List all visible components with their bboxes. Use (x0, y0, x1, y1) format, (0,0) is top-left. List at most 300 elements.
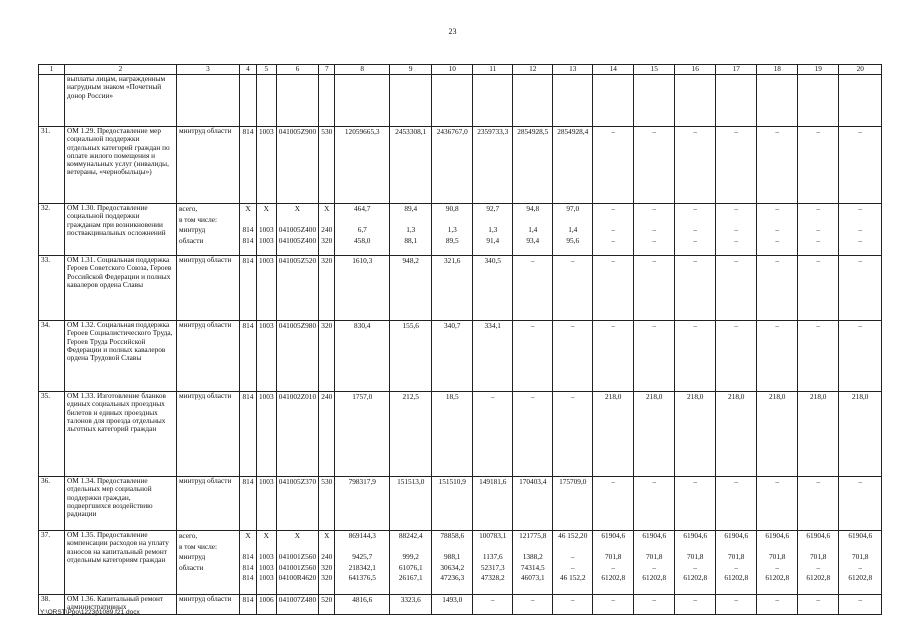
row-description: выплаты лицам, награжденным нагрудным знаком «Почетный донор России» (65, 75, 177, 127)
value-cell (390, 127, 432, 204)
cell-line: 1003 (259, 256, 274, 265)
cell-line: – (734, 256, 739, 265)
cell-line (800, 215, 836, 226)
value-cell (839, 204, 882, 256)
cell-line: – (570, 256, 575, 265)
value-cell (634, 392, 675, 477)
cell-line: 334,1 (484, 321, 501, 330)
cell-line (595, 215, 631, 226)
value-cell (553, 256, 593, 321)
cell-line: – (775, 127, 780, 136)
value-cell (240, 256, 257, 321)
value-cell (716, 531, 757, 595)
value-cell (473, 531, 513, 595)
value-cell (593, 75, 634, 127)
cell-line: – (734, 321, 739, 330)
value-cell (593, 256, 634, 321)
cell-line: 218,0 (810, 392, 827, 401)
cell-line: 04100R4620 (278, 573, 317, 582)
row-description: ОМ 1.35. Предоставление компенсации расходов на уплату взносов на капитальный ремонт отдельным категориям граждан (65, 531, 177, 595)
value-cell (276, 204, 319, 256)
cell-line (242, 215, 254, 226)
cell-line: 61904,6 (683, 531, 708, 540)
cell-line: 61076,1 (398, 562, 423, 572)
value-cell (390, 321, 432, 392)
cell-line: – (775, 477, 780, 486)
cell-line: – (530, 321, 535, 330)
cell-line: 041005Z400 (278, 225, 317, 234)
cell-line: 1,3 (488, 225, 498, 234)
cell-line: 218,0 (852, 392, 869, 401)
column-number: 9 (390, 65, 432, 75)
cell-line: 530 (321, 477, 333, 486)
cell-line (515, 75, 550, 86)
cell-line: 1003 (259, 127, 274, 136)
value-cell (276, 531, 319, 595)
value-cell (390, 204, 432, 256)
row-number (39, 75, 65, 127)
cell-line: 218,0 (605, 392, 622, 401)
value-cell (473, 75, 513, 127)
cell-line: 320 (321, 321, 333, 330)
value-cell (716, 321, 757, 392)
cell-line: 999,2 (402, 552, 419, 561)
cell-line (242, 75, 254, 86)
cell-line (279, 542, 317, 553)
cell-line (279, 75, 317, 86)
value-cell (240, 75, 257, 127)
column-number: 6 (276, 65, 319, 75)
cell-line (279, 215, 317, 226)
cell-line: 814 (242, 321, 254, 330)
cell-line: – (775, 595, 780, 604)
cell-line: 814 (242, 256, 254, 265)
cell-line (759, 75, 795, 86)
value-cell (257, 75, 277, 127)
column-number: 16 (675, 65, 716, 75)
value-cell (798, 531, 839, 595)
cell-line: – (652, 595, 657, 604)
value-cell (839, 595, 882, 615)
column-number: 13 (553, 65, 593, 75)
cell-line: 2436767,0 (436, 127, 468, 136)
value-cell (757, 127, 798, 204)
cell-line (555, 542, 590, 553)
value-cell (716, 595, 757, 615)
cell-line: 170403,4 (519, 477, 547, 486)
column-number: 10 (432, 65, 473, 75)
cell-line: 61904,6 (642, 531, 667, 540)
value-cell (335, 75, 390, 127)
cell-line (759, 542, 795, 553)
cell-line: – (570, 595, 575, 604)
value-cell (798, 477, 839, 531)
cell-line (636, 215, 672, 226)
cell-line: 320 (321, 562, 333, 572)
cell-line: 3323,6 (400, 595, 421, 604)
cell-line: 61202,8 (848, 573, 873, 582)
value-cell (432, 127, 473, 204)
cell-line (475, 75, 510, 86)
table-row (39, 477, 882, 531)
cell-line: 458,0 (354, 235, 371, 245)
value-cell (839, 256, 882, 321)
cell-line: 88242,4 (398, 531, 423, 540)
cell-line: 89,4 (404, 204, 418, 213)
value-cell (634, 75, 675, 127)
cell-line: – (816, 256, 821, 265)
value-cell (553, 531, 593, 595)
row-number: 35. (39, 392, 65, 477)
cell-line: – (775, 321, 780, 330)
cell-line: 320 (321, 235, 333, 245)
cell-line: 218,0 (646, 392, 663, 401)
cell-line: – (858, 235, 863, 245)
value-cell (473, 392, 513, 477)
cell-line: 1388,2 (522, 552, 543, 561)
cell-line: – (611, 477, 616, 486)
cell-line: 1,3 (406, 225, 416, 234)
cell-line: – (652, 321, 657, 330)
value-cell (432, 204, 473, 256)
cell-line: – (734, 225, 739, 234)
cell-line: 89,5 (445, 235, 459, 245)
cell-line: 46 152,20 (558, 531, 588, 540)
cell-line: 041005Z370 (278, 477, 317, 486)
cell-line: – (693, 256, 698, 265)
cell-line: – (490, 392, 495, 401)
value-cell (257, 127, 277, 204)
cell-line: 240 (321, 392, 333, 401)
cell-line: 61202,8 (724, 573, 749, 582)
cell-line: – (858, 477, 863, 486)
value-cell (553, 477, 593, 531)
file-path-footer: Y:\ORST\Ppo\1223p1089.f21.docx (40, 609, 140, 616)
value-cell (798, 256, 839, 321)
value-cell (553, 127, 593, 204)
cell-line: 61202,8 (765, 573, 790, 582)
value-cell (757, 321, 798, 392)
cell-line: – (570, 562, 575, 572)
budget-table (38, 64, 882, 615)
cell-line: 46073,1 (520, 573, 545, 582)
cell-line: 1003 (259, 225, 274, 234)
cell-line: 701,8 (728, 552, 745, 561)
cell-line: – (611, 321, 616, 330)
cell-line: 1003 (259, 573, 274, 582)
cell-line: 701,8 (646, 552, 663, 561)
cell-line: 61904,6 (601, 531, 626, 540)
cell-line: 218,0 (728, 392, 745, 401)
row-number: 34. (39, 321, 65, 392)
cell-line: X (245, 204, 251, 213)
value-cell (432, 531, 473, 595)
cell-line: 61904,6 (724, 531, 749, 540)
cell-line (337, 75, 387, 86)
cell-line: – (734, 562, 739, 572)
value-cell (335, 321, 390, 392)
cell-line: 701,8 (810, 552, 827, 561)
row-description: ОМ 1.32. Социальная поддержка Героев Социалистического Труда, Героев Труда Российской Федерации и полных кавалеров ордена Трудовой Славы (65, 321, 177, 392)
value-cell (634, 204, 675, 256)
column-number: 20 (839, 65, 882, 75)
column-number: 3 (177, 65, 240, 75)
column-number: 19 (798, 65, 839, 75)
cell-line: 94,8 (526, 204, 540, 213)
cell-line: – (858, 256, 863, 265)
value-cell (257, 392, 277, 477)
cell-line: 1003 (259, 392, 274, 401)
cell-line: – (652, 256, 657, 265)
value-cell (319, 204, 335, 256)
value-cell (675, 127, 716, 204)
value-cell (240, 392, 257, 477)
cell-line: – (693, 225, 698, 234)
cell-line: области (179, 235, 204, 245)
cell-line: 52317,3 (480, 562, 505, 572)
value-cell (716, 477, 757, 531)
value-cell (240, 127, 257, 204)
value-cell (319, 321, 335, 392)
cell-line: – (652, 235, 657, 245)
cell-line: 90,8 (445, 204, 459, 213)
cell-line: в том числе: (179, 214, 218, 224)
table-row (39, 127, 882, 204)
executor-cell (177, 204, 240, 256)
cell-line: – (734, 235, 739, 245)
cell-line: всего, (179, 531, 198, 540)
value-cell (634, 531, 675, 595)
cell-line: – (490, 595, 495, 604)
value-cell (675, 75, 716, 127)
cell-line: 340,5 (484, 256, 501, 265)
value-cell (513, 204, 553, 256)
cell-line: 121775,8 (519, 531, 547, 540)
cell-line (179, 573, 237, 584)
value-cell (839, 392, 882, 477)
value-cell (675, 531, 716, 595)
cell-line: X (294, 531, 301, 540)
cell-line: – (858, 562, 863, 572)
value-cell (390, 75, 432, 127)
cell-line: 61904,6 (848, 531, 873, 540)
value-cell (634, 256, 675, 321)
value-cell (757, 256, 798, 321)
cell-line: 464,7 (354, 204, 371, 213)
cell-line: – (734, 127, 739, 136)
cell-line (321, 215, 332, 226)
cell-line: – (775, 225, 780, 234)
cell-line: 95,6 (566, 235, 580, 245)
table-row (39, 75, 882, 127)
cell-line (841, 75, 879, 86)
cell-line: – (652, 477, 657, 486)
value-cell (335, 392, 390, 477)
cell-line: 218,0 (769, 392, 786, 401)
value-cell (634, 321, 675, 392)
value-cell (513, 392, 553, 477)
value-cell (757, 477, 798, 531)
cell-line: – (858, 225, 863, 234)
value-cell (335, 204, 390, 256)
value-cell (390, 256, 432, 321)
row-description: ОМ 1.29. Предоставление мер социальной поддержки отдельных категорий граждан по оплате жилого помещения и коммунальных услуг (инвалиды, ветераны, «чернобыльцы») (65, 127, 177, 204)
value-cell (839, 75, 882, 127)
cell-line (259, 215, 274, 226)
cell-line: – (652, 225, 657, 234)
value-cell (675, 477, 716, 531)
value-cell (276, 392, 319, 477)
cell-line: – (570, 552, 575, 561)
executor-cell: минтруд области (177, 127, 240, 204)
cell-line: 041007Z480 (278, 595, 317, 604)
value-cell (319, 477, 335, 531)
cell-line: 2453308,1 (395, 127, 427, 136)
value-cell (276, 321, 319, 392)
value-cell (839, 477, 882, 531)
value-cell (757, 595, 798, 615)
cell-line: – (775, 256, 780, 265)
value-cell (240, 595, 257, 615)
table-row (39, 204, 882, 256)
cell-line: 041005Z520 (278, 256, 317, 265)
value-cell (335, 127, 390, 204)
value-cell (757, 204, 798, 256)
cell-line: – (530, 595, 535, 604)
cell-line: – (570, 392, 575, 401)
cell-line: всего, (179, 204, 198, 213)
cell-line: 61202,8 (683, 573, 708, 582)
cell-line: 78858,6 (440, 531, 465, 540)
value-cell (513, 595, 553, 615)
row-number: 38. (39, 595, 65, 615)
cell-line: – (570, 321, 575, 330)
cell-line: 61202,8 (601, 573, 626, 582)
value-cell (240, 531, 257, 595)
cell-line: 26167,1 (398, 573, 423, 582)
value-cell (335, 256, 390, 321)
column-number: 14 (593, 65, 634, 75)
cell-line (321, 542, 332, 553)
value-cell (798, 75, 839, 127)
value-cell (675, 321, 716, 392)
cell-line: 2359733,3 (477, 127, 509, 136)
cell-line: 47328,2 (480, 573, 505, 582)
cell-line: 61904,6 (765, 531, 790, 540)
row-number: 37. (39, 531, 65, 595)
cell-line: X (324, 204, 330, 213)
value-cell (675, 256, 716, 321)
cell-line (595, 75, 631, 86)
cell-line (677, 75, 713, 86)
cell-line: – (858, 321, 863, 330)
value-cell (240, 321, 257, 392)
cell-line: 948,2 (402, 256, 419, 265)
cell-line: – (734, 204, 739, 213)
cell-line: 240 (321, 552, 333, 561)
value-cell (473, 321, 513, 392)
cell-line (677, 542, 713, 553)
value-cell (798, 595, 839, 615)
cell-line: 218342,1 (348, 562, 376, 572)
value-cell (634, 595, 675, 615)
value-cell (839, 127, 882, 204)
cell-line: – (734, 477, 739, 486)
value-cell (716, 75, 757, 127)
cell-line: 641376,5 (348, 573, 376, 582)
executor-cell (177, 531, 240, 595)
cell-line: 041005Z980 (278, 321, 317, 330)
cell-line: – (816, 321, 821, 330)
value-cell (276, 75, 319, 127)
cell-line: 701,8 (605, 552, 622, 561)
value-cell (432, 595, 473, 615)
column-number: 2 (65, 65, 177, 75)
cell-line: – (816, 225, 821, 234)
cell-line: 212,5 (402, 392, 419, 401)
cell-line (475, 542, 510, 553)
value-cell (757, 531, 798, 595)
cell-line: – (611, 204, 616, 213)
cell-line: – (611, 256, 616, 265)
value-cell (634, 477, 675, 531)
cell-line (718, 75, 754, 86)
cell-line: 151510,9 (438, 477, 466, 486)
cell-line: – (816, 562, 821, 572)
column-number: 15 (634, 65, 675, 75)
cell-line: 100783,1 (479, 531, 507, 540)
value-cell (675, 204, 716, 256)
cell-line: 74314,5 (520, 562, 545, 572)
value-cell (553, 321, 593, 392)
cell-line (841, 542, 879, 553)
value-cell (473, 256, 513, 321)
cell-line: – (530, 392, 535, 401)
value-cell (473, 204, 513, 256)
row-description: ОМ 1.33. Изготовление бланков единых социальных проездных билетов и единых проездных талонов для проезда отдельных льготных категорий граждан (65, 392, 177, 477)
cell-line: 1003 (259, 552, 274, 561)
column-number: 5 (257, 65, 277, 75)
value-cell (757, 392, 798, 477)
cell-line: 320 (321, 256, 333, 265)
cell-line: 041001Z560 (278, 562, 317, 572)
cell-line: 1493,0 (442, 595, 463, 604)
value-cell (798, 321, 839, 392)
cell-line: 91,4 (486, 235, 500, 245)
cell-line: – (693, 595, 698, 604)
value-cell (432, 256, 473, 321)
cell-line: 1006 (259, 595, 274, 604)
cell-line (718, 542, 754, 553)
cell-line: 88,1 (404, 235, 418, 245)
cell-line: 46 152,2 (559, 573, 586, 582)
cell-line: 814 (242, 392, 254, 401)
cell-line (337, 542, 387, 553)
cell-line (515, 542, 550, 553)
cell-line (555, 75, 590, 86)
cell-line: – (611, 562, 616, 572)
value-cell (319, 531, 335, 595)
cell-line: 47236,3 (440, 573, 465, 582)
cell-line: – (858, 595, 863, 604)
value-cell (593, 595, 634, 615)
cell-line: – (816, 204, 821, 213)
value-cell (257, 595, 277, 615)
value-cell (513, 127, 553, 204)
cell-line: 1,4 (568, 225, 578, 234)
value-cell (716, 256, 757, 321)
value-cell (319, 392, 335, 477)
